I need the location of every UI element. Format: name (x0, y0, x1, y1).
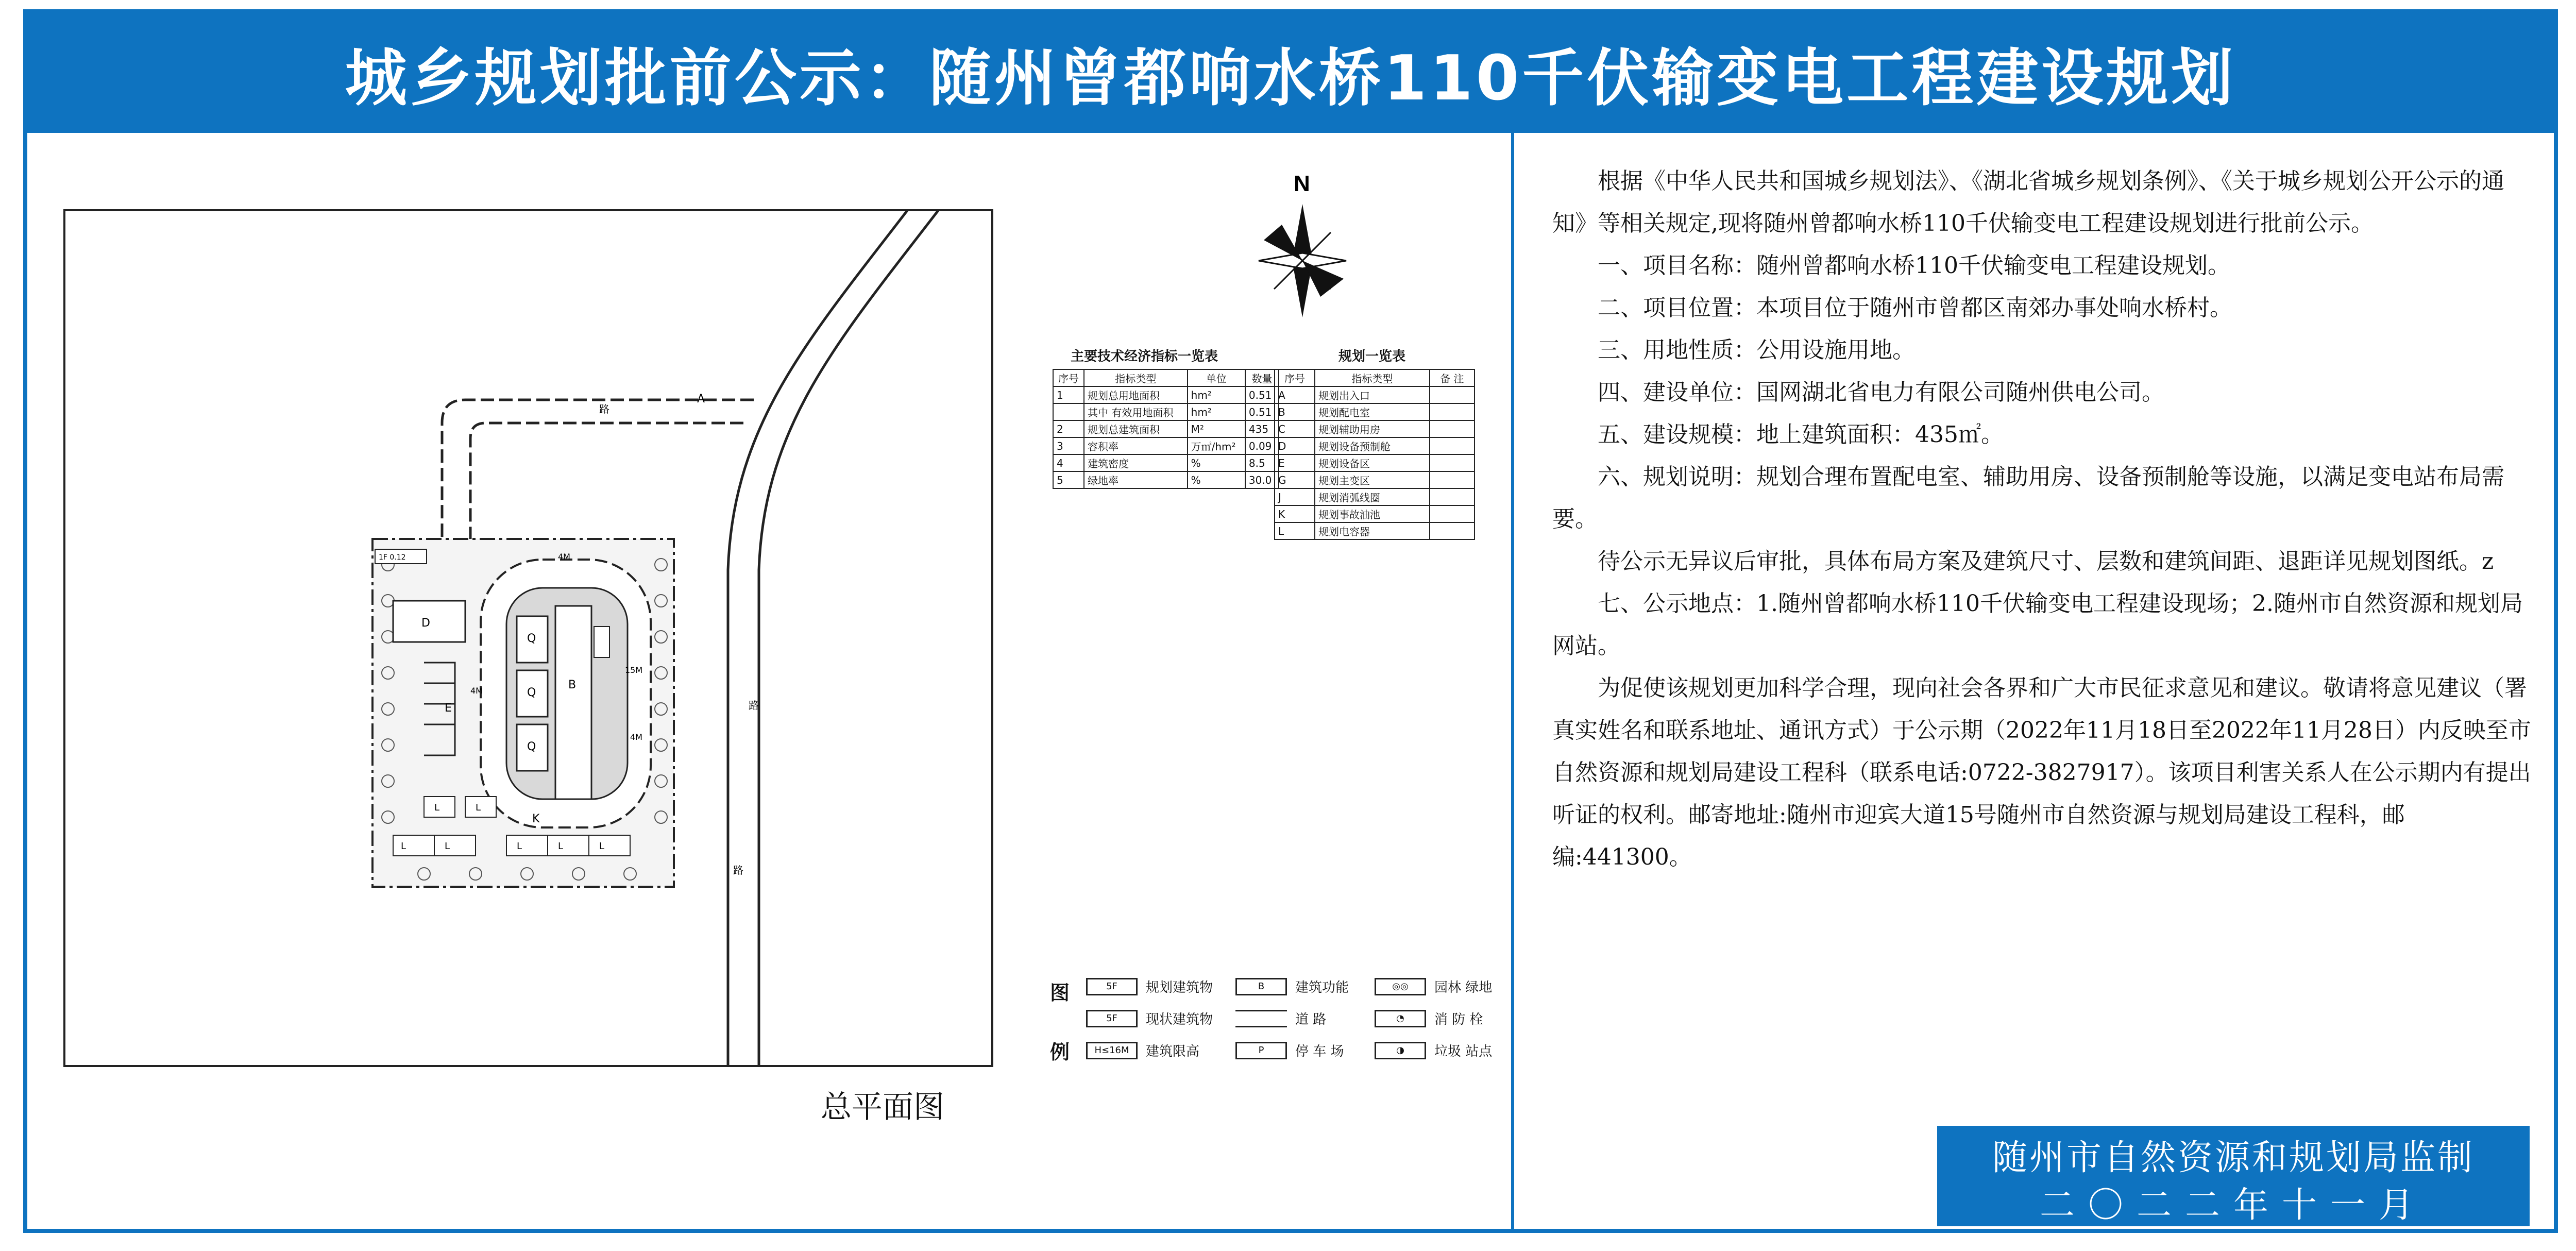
label-q3: Q (527, 740, 536, 753)
table-row (1275, 522, 1475, 539)
notice-paragraph: 二、项目位置：本项目位于随州市曾都区南郊办事处响水桥村。 (1598, 295, 2232, 321)
legend-head-bottom: 例 (1050, 1041, 1070, 1063)
legend-symbol: H≤16M (1086, 1042, 1138, 1059)
site-plan-drawing (63, 209, 993, 1067)
table-header-cell: 指标类型 (1084, 369, 1188, 386)
label-park2: L (445, 841, 450, 852)
column-divider (1511, 133, 1514, 1233)
label-dist1: 4M (470, 686, 483, 696)
table-row (1275, 505, 1475, 522)
table-cell: 建筑密度 (1084, 454, 1188, 471)
legend-item (1235, 1009, 1326, 1028)
table-cell: 8.5 (1245, 454, 1279, 471)
north-arrow-icon (1253, 168, 1351, 328)
notice-paragraph: 一、项目名称：随州曾都响水桥110千伏输变电工程建设规划。 (1598, 252, 2230, 279)
north-label: N (1294, 171, 1310, 196)
legend-item (1375, 1009, 1483, 1028)
notice-paragraph: 五、建设规模：地上建筑面积：435㎡。 (1598, 421, 2004, 448)
legend-symbol: B (1235, 978, 1287, 995)
indicators-table (1053, 369, 1279, 489)
notice-paragraph: 七、公示地点：1.随州曾都响水桥110千伏输变电工程建设现场；2.随州市自然资源和规划局网站。 (1552, 590, 2523, 659)
table-header-cell: 备 注 (1430, 369, 1475, 386)
plan-list-caption: 规划一览表 (1338, 349, 1406, 364)
table-cell: % (1188, 454, 1245, 471)
legend-label: 建筑功能 (1295, 980, 1349, 995)
label-park3: L (517, 841, 522, 852)
table-cell (1430, 522, 1475, 539)
table-cell: 规划设备预制舱 (1315, 437, 1430, 454)
table-cell (1430, 420, 1475, 437)
legend-item (1375, 977, 1492, 996)
table-header-row (1275, 369, 1475, 386)
table-cell: 4 (1053, 454, 1084, 471)
table-cell: 2 (1053, 420, 1084, 437)
header-bar (27, 13, 2554, 133)
indicators-table-caption: 主要技术经济指标一览表 (1071, 349, 1218, 364)
label-park4: L (558, 841, 564, 852)
table-cell: 万㎡/hm² (1188, 437, 1245, 454)
label-dist4: 4M (558, 552, 570, 562)
table-cell: 3 (1053, 437, 1084, 454)
table-row (1053, 437, 1279, 454)
page-title: 城乡规划批前公示：随州曾都响水桥110千伏输变电工程建设规划 (345, 43, 2236, 114)
table-row (1275, 488, 1475, 505)
table-cell: % (1188, 471, 1245, 488)
table-cell (1430, 505, 1475, 522)
site-plan-caption: 总平面图 (821, 1090, 944, 1124)
legend-label: 现状建筑物 (1146, 1012, 1213, 1027)
label-q1: Q (527, 632, 536, 645)
table-row (1275, 403, 1475, 420)
table-cell: 规划配电室 (1315, 403, 1430, 420)
table-cell: 5 (1053, 471, 1084, 488)
label-road-w: 路 (749, 699, 759, 712)
table-row (1053, 454, 1279, 471)
legend-item (1086, 1041, 1199, 1060)
table-cell (1430, 454, 1475, 471)
notice-text (1552, 160, 2531, 878)
table-cell: 规划设备区 (1315, 454, 1430, 471)
table-cell: 0.51 (1245, 386, 1279, 403)
table-cell (1430, 403, 1475, 420)
table-cell: C (1275, 420, 1315, 437)
notice-board-frame (23, 9, 2558, 1233)
table-header-cell: 序号 (1275, 369, 1315, 386)
legend-item (1086, 1009, 1213, 1028)
table-row (1275, 471, 1475, 488)
table-cell: L (1275, 522, 1315, 539)
label-park5: L (599, 841, 605, 852)
table-row (1053, 386, 1279, 403)
label-e: E (445, 702, 452, 715)
table-cell: 435 (1245, 420, 1279, 437)
label-existing: 1F 0.12 (379, 553, 406, 562)
table-cell (1053, 403, 1084, 420)
table-cell: 规划出入口 (1315, 386, 1430, 403)
table-row (1053, 403, 1279, 420)
table-cell: 规划总用地面积 (1084, 386, 1188, 403)
table-row (1275, 420, 1475, 437)
legend-symbol: ◑ (1375, 1042, 1426, 1059)
table-cell: J (1275, 488, 1315, 505)
table-cell: 绿地率 (1084, 471, 1188, 488)
legend-symbol (1235, 1010, 1287, 1027)
legend-label: 园林 绿地 (1434, 980, 1493, 995)
legend-label: 道 路 (1295, 1012, 1327, 1027)
notice-paragraph: 三、用地性质：公用设施用地。 (1598, 337, 1915, 363)
notice-paragraph: 为促使该规划更加科学合理，现向社会各界和广大市民征求意见和建议。敬请将意见建议（署真实姓名和联系地址、通讯方式）于公示期（2022年11月18日至2022年11月28日）内反映至市自然资源和规划局建设工程科（联系电话:0722-3827917）。该项目利害关系人在公示期内有提出听证的权利。邮寄地址:随州市迎宾大道15号随州市自然资源与规划局建设工程科，邮编:441300。 (1552, 675, 2531, 870)
label-dist2: 15M (625, 665, 643, 675)
table-row (1275, 437, 1475, 454)
table-cell: 规划事故油池 (1315, 505, 1430, 522)
table-cell (1430, 471, 1475, 488)
table-row (1053, 420, 1279, 437)
notice-paragraph: 六、规划说明：规划合理布置配电室、辅助用房、设备预制舱等设施，以满足变电站布局需要。 (1552, 464, 2504, 532)
table-header-cell: 单位 (1188, 369, 1245, 386)
table-cell: D (1275, 437, 1315, 454)
table-cell: G (1275, 471, 1315, 488)
table-cell: 规划辅助用房 (1315, 420, 1430, 437)
table-cell: 0.09 (1245, 437, 1279, 454)
legend (1050, 977, 1503, 1064)
label-q2: Q (527, 686, 536, 699)
legend-symbol: ◔ (1375, 1010, 1426, 1027)
table-header-cell: 数量 (1245, 369, 1279, 386)
label-park7: L (476, 802, 481, 813)
table-cell: 规划主变区 (1315, 471, 1430, 488)
table-cell: A (1275, 386, 1315, 403)
table-cell: 规划总建筑面积 (1084, 420, 1188, 437)
table-cell: M² (1188, 420, 1245, 437)
table-cell: 规划电容器 (1315, 522, 1430, 539)
table-cell (1430, 437, 1475, 454)
notice-paragraph: 待公示无异议后审批，具体布局方案及建筑尺寸、层数和建筑间距、退距详见规划图纸。z (1598, 548, 2494, 574)
label-b: B (568, 679, 577, 691)
legend-head-top: 图 (1050, 982, 1070, 1004)
legend-symbol: ◎◎ (1375, 978, 1426, 995)
label-d: D (421, 617, 430, 630)
plan-list-table (1274, 369, 1475, 540)
legend-item (1086, 977, 1213, 996)
legend-symbol: P (1235, 1042, 1287, 1059)
table-cell (1430, 386, 1475, 403)
table-header-row (1053, 369, 1279, 386)
legend-label: 消 防 栓 (1434, 1012, 1483, 1027)
table-header-cell: 指标类型 (1315, 369, 1430, 386)
table-header-cell: 序号 (1053, 369, 1084, 386)
table-cell: 容积率 (1084, 437, 1188, 454)
table-cell: hm² (1188, 403, 1245, 420)
issuer-box (1937, 1126, 2530, 1226)
label-park6: L (434, 802, 440, 813)
label-road-n: 路 (599, 403, 609, 415)
legend-item (1375, 1041, 1492, 1060)
table-cell: 0.51 (1245, 403, 1279, 420)
table-cell: 规划消弧线圈 (1315, 488, 1430, 505)
table-row (1053, 471, 1279, 488)
legend-label: 停 车 场 (1295, 1044, 1344, 1059)
label-k: K (532, 813, 540, 825)
table-cell: B (1275, 403, 1315, 420)
label-road-s: 路 (733, 864, 743, 876)
legend-label: 垃圾 站点 (1434, 1044, 1493, 1059)
legend-symbol: 5F (1086, 978, 1138, 995)
table-cell: 其中 有效用地面积 (1084, 403, 1188, 420)
table-cell: K (1275, 505, 1315, 522)
legend-item (1235, 1041, 1344, 1060)
notice-paragraph: 四、建设单位：国网湖北省电力有限公司随州供电公司。 (1598, 379, 2164, 405)
table-cell: E (1275, 454, 1315, 471)
table-cell (1430, 488, 1475, 505)
legend-item (1235, 977, 1349, 996)
table-row (1275, 454, 1475, 471)
notice-paragraph: 根据《中华人民共和国城乡规划法》、《湖北省城乡规划条例》、《关于城乡规划公开公示的通知》等相关规定,现将随州曾都响水桥110千伏输变电工程建设规划进行批前公示。 (1552, 168, 2504, 236)
label-dist3: 4M (630, 732, 642, 742)
label-gate: A (697, 393, 705, 405)
issuer-name: 随州市自然资源和规划局监制 (1992, 1138, 2475, 1178)
issue-date: 二〇二二年十一月 (2039, 1185, 2427, 1226)
table-row (1275, 386, 1475, 403)
table-cell: 30.0 (1245, 471, 1279, 488)
table-cell: hm² (1188, 386, 1245, 403)
table-cell: 1 (1053, 386, 1084, 403)
legend-label: 建筑限高 (1146, 1044, 1200, 1059)
legend-symbol: 5F (1086, 1010, 1138, 1027)
label-park1: L (401, 841, 406, 852)
legend-label: 规划建筑物 (1146, 980, 1213, 995)
